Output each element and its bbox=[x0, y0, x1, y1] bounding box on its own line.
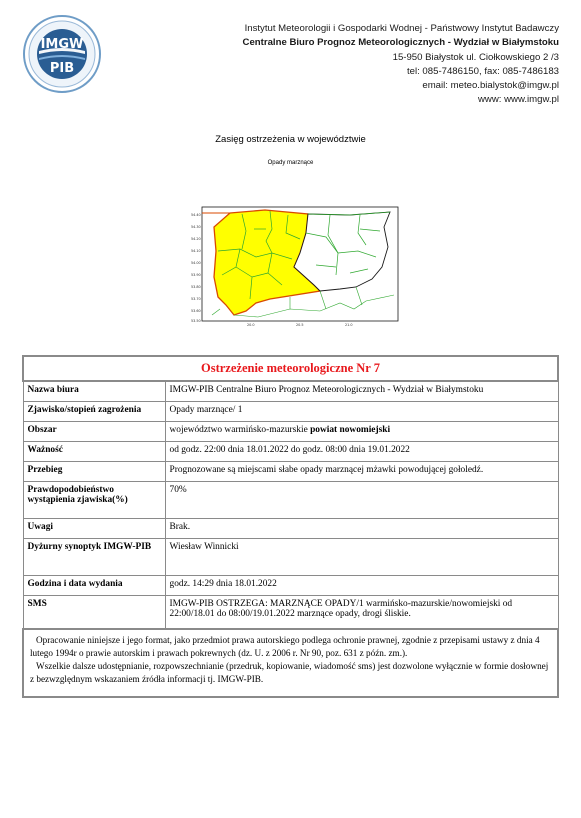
row-label: SMS bbox=[23, 596, 165, 630]
logo-text-top: IMGW bbox=[40, 37, 84, 52]
office-phone-fax: tel: 085-7486150, fax: 085-7486183 bbox=[406, 65, 559, 77]
row-label: Godzina i data wydania bbox=[23, 576, 165, 596]
table-row bbox=[23, 442, 558, 462]
table-row bbox=[23, 402, 558, 422]
lat-label: 53.90 bbox=[191, 273, 201, 277]
table-row bbox=[23, 519, 558, 539]
row-label: Ważność bbox=[23, 442, 165, 462]
row-label: Prawdopodobieństwo wystąpienia zjawiska(%) bbox=[23, 482, 165, 519]
lat-label: 53.80 bbox=[191, 285, 201, 289]
row-label: Przebieg bbox=[23, 462, 165, 482]
map-subtitle: Opady marznące bbox=[267, 160, 314, 166]
lat-label: 54.10 bbox=[191, 249, 201, 253]
institute-name: Instytut Meteorologii i Gospodarki Wodnej - Państwowy Instytut Badawczy bbox=[244, 23, 559, 34]
lat-label: 53.70 bbox=[191, 297, 201, 301]
lat-label: 54.30 bbox=[191, 225, 201, 229]
map-title: Zasięg ostrzeżenia w województwie bbox=[215, 134, 366, 145]
table-row bbox=[23, 596, 558, 630]
row-value bbox=[165, 422, 558, 442]
logo-text-bottom: PIB bbox=[49, 61, 75, 76]
row-value: Brak. bbox=[165, 519, 558, 539]
row-value: Opady marznące/ 1 bbox=[165, 402, 558, 422]
row-value: od godz. 22:00 dnia 18.01.2022 do godz. 08:00 dnia 19.01.2022 bbox=[165, 442, 558, 462]
imgw-logo bbox=[22, 14, 102, 94]
lat-label: 54.20 bbox=[191, 237, 201, 241]
lon-label: 20.5 bbox=[296, 323, 304, 327]
row-label: Zjawisko/stopień zagrożenia bbox=[23, 402, 165, 422]
table-row bbox=[23, 381, 558, 402]
row-label: Obszar bbox=[23, 422, 165, 442]
lat-label: 54.40 bbox=[191, 213, 201, 217]
office-name: Centralne Biuro Prognoz Meteorologicznych - Wydział w Białymstoku bbox=[242, 37, 559, 49]
office-website[interactable]: www: www.imgw.pl bbox=[477, 94, 559, 106]
area-region: województwo warmińsko-mazurskie bbox=[169, 425, 311, 435]
row-value: 70% bbox=[165, 482, 558, 519]
lat-label: 53.50 bbox=[191, 319, 201, 323]
row-label: Uwagi bbox=[23, 519, 165, 539]
copyright-paragraph: Opracowanie niniejsze i jego format, jako przedmiot prawa autorskiego podlega ochronie prawnej, zgodnie z przepisami ustawy z dnia 4 lutego 1994r o prawie autorskim i prawach pokrewnych (dz. U. z 2006 r. Nr 90, poz. 631 z późn. zm.). bbox=[30, 635, 540, 658]
row-value: IMGW-PIB Centralne Biuro Prognoz Meteorologicznych - Wydział w Białymstoku bbox=[165, 381, 558, 402]
table-row bbox=[23, 462, 558, 482]
lon-label: 20.0 bbox=[247, 323, 255, 327]
warning-table bbox=[22, 355, 559, 698]
table-row bbox=[23, 422, 558, 442]
table-row bbox=[23, 539, 558, 576]
row-label: Dyżurny synoptyk IMGW-PIB bbox=[23, 539, 165, 576]
office-email[interactable]: email: meteo.bialystok@imgw.pl bbox=[422, 80, 559, 92]
lon-label: 21.0 bbox=[345, 323, 353, 327]
institute-header bbox=[243, 22, 559, 108]
lat-label: 53.60 bbox=[191, 309, 201, 313]
row-value: Wiesław Winnicki bbox=[165, 539, 558, 576]
row-value: IMGW-PIB OSTRZEGA: MARZNĄCE OPADY/1 warmińsko-mazurskie/nowomiejski od 22:00/18.01 do 08:00/19.01.2022 marznące opady, drogi śliskie. bbox=[165, 596, 558, 630]
area-county: powiat nowomiejski bbox=[310, 425, 391, 435]
table-row bbox=[23, 576, 558, 596]
copyright-paragraph: Wszelkie dalsze udostępnianie, rozpowszechnianie (przedruk, kopiowanie, wiadomość sms) jest dozwolone wyłącznie w formie dosłownej z bezwzględnym wskazaniem źródła informacji tj. IMGW-PIB. bbox=[30, 661, 549, 684]
warning-area-map bbox=[190, 205, 400, 327]
copyright-note bbox=[23, 629, 558, 697]
lat-label: 54.00 bbox=[191, 261, 201, 265]
row-value: Prognozowane są miejscami słabe opady marznącej mżawki powodującej gołoledź. bbox=[165, 462, 558, 482]
row-value: godz. 14:29 dnia 18.01.2022 bbox=[165, 576, 558, 596]
row-label: Nazwa biura bbox=[23, 381, 165, 402]
table-row bbox=[23, 482, 558, 519]
warning-heading: Ostrzeżenie meteorologiczne Nr 7 bbox=[23, 356, 558, 381]
office-address: 15-950 Białystok ul. Ciołkowskiego 2 /3 bbox=[392, 51, 559, 63]
